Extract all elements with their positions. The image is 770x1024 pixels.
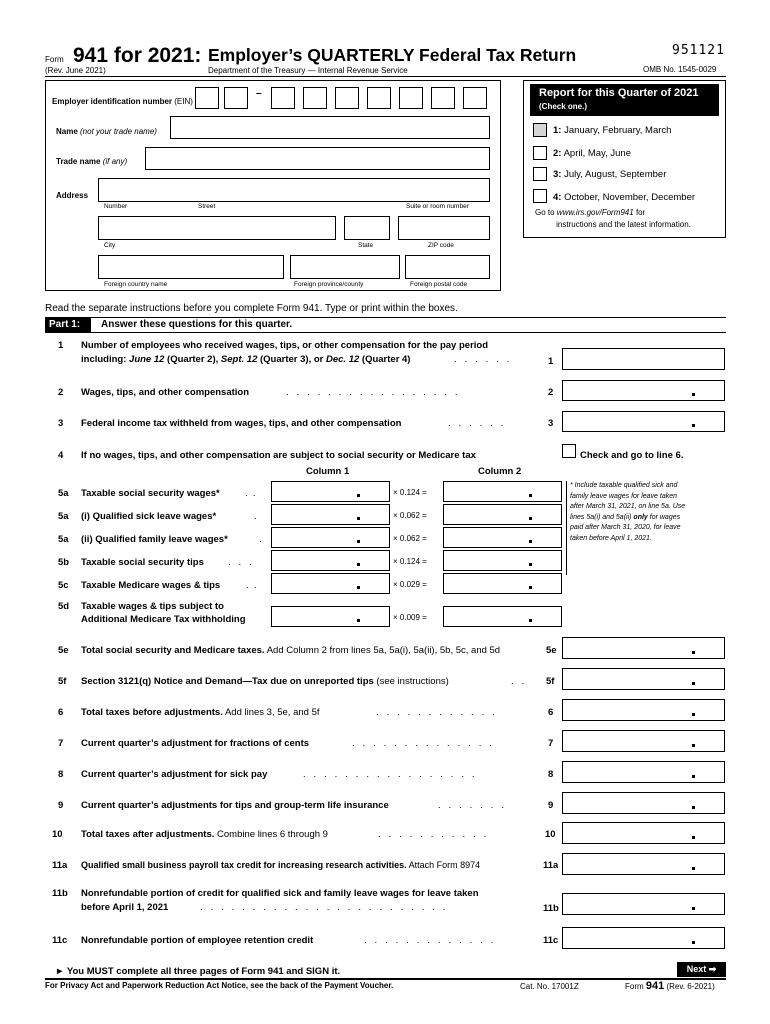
ein-label: Employer identification number (EIN) (52, 97, 193, 106)
decimal-point (692, 941, 695, 944)
line-5ai-label: (i) Qualified sick leave wages* (81, 511, 217, 522)
decimal-point (357, 586, 360, 589)
foreign-postal-field[interactable] (405, 255, 490, 279)
decimal-point (357, 494, 360, 497)
line-5e-ref: 5e (546, 645, 557, 656)
line-5c-col2-field[interactable] (443, 573, 562, 594)
line-6-num: 6 (58, 707, 64, 718)
decimal-point (692, 713, 695, 716)
line-5d-label: Taxable wages & tips subject to (81, 601, 224, 612)
line-5ai-multiplier: × 0.062 = (393, 511, 427, 520)
footer-rule (45, 978, 726, 980)
foreign-province-field[interactable] (290, 255, 400, 279)
decimal-point (357, 619, 360, 622)
decimal-point (529, 619, 532, 622)
trade-name-field[interactable] (145, 147, 490, 170)
line-3-ref: 3 (548, 418, 554, 429)
line-11b-leader: . . . . . . . . . . . . . . . . . . . . . . . . (200, 902, 446, 913)
line-11c-num: 11c (52, 935, 68, 946)
goto-instructions-line2: instructions and the latest information. (556, 220, 691, 229)
line-5aii-col1-field[interactable] (271, 527, 390, 548)
sign-notice: ► You MUST complete all three pages of Form 941 and SIGN it. (55, 966, 341, 977)
ein-digit-3[interactable] (271, 87, 295, 109)
line-5b-label: Taxable social security tips (81, 557, 204, 568)
line-5e-num: 5e (58, 645, 69, 656)
line-11b-num: 11b (52, 888, 68, 899)
quarter-4-checkbox[interactable] (533, 189, 547, 203)
line-5aii-num: 5a (58, 534, 69, 545)
line-11b-text: Nonrefundable portion of credit for qualified sick and family leave wages for leave taken (81, 888, 479, 899)
line-11a-num: 11a (52, 860, 68, 871)
line-11c-ref: 11c (543, 935, 559, 946)
revision-date: (Rev. June 2021) (45, 66, 106, 75)
line-1-num: 1 (58, 340, 64, 351)
quarter-1-label: 1: January, February, March (553, 125, 672, 136)
goto-instructions: Go to www.irs.gov/Form941 for (535, 208, 646, 217)
line-7-field[interactable] (562, 730, 725, 752)
line-5d-num: 5d (58, 601, 70, 612)
part1-bottom-rule (45, 332, 726, 333)
line-4-checkbox[interactable] (562, 444, 576, 458)
suite-caption: Suite or room number (406, 203, 469, 210)
quarter-2-label: 2: April, May, June (553, 148, 631, 159)
decimal-point (529, 494, 532, 497)
address-label: Address (56, 191, 89, 200)
privacy-notice: For Privacy Act and Paperwork Reduction Act Notice, see the back of the Payment Voucher. (45, 981, 394, 990)
line-9-field[interactable] (562, 792, 725, 814)
decimal-point (357, 517, 360, 520)
line-8-leader: . . . . . . . . . . . . . . . . . (303, 769, 475, 780)
decimal-point (357, 563, 360, 566)
ein-digit-6[interactable] (367, 87, 391, 109)
line-3-leader: . . . . . . (448, 418, 504, 429)
decimal-point (529, 586, 532, 589)
qualified-leave-note: * Include taxable qualified sick and family leave wages for leave taken after March 31, 2021, on line 5a. Use lines 5a(i) and 5a(ii) only for wages paid after March 31, 2020, for leave taken before April 1, 2021. (570, 482, 686, 542)
line-4-check-label: Check and go to line 6. (580, 450, 684, 461)
line-9-ref: 9 (548, 800, 554, 811)
quarter-header (530, 84, 719, 116)
foreign-country-field[interactable] (98, 255, 284, 279)
line-7-text: Current quarter’s adjustment for fractions of cents (81, 738, 310, 749)
line-2-field[interactable] (562, 380, 725, 401)
line-5f-field[interactable] (562, 668, 725, 690)
line-1-leader: . . . . . . (454, 354, 510, 365)
part1-tag: Part 1: (45, 318, 91, 332)
line-11a-ref: 11a (543, 860, 559, 871)
ein-dash: – (256, 88, 262, 99)
decimal-point (692, 651, 695, 654)
line-5f-num: 5f (58, 676, 67, 687)
line-5a-num: 5a (58, 488, 69, 499)
line-5b-col2-field[interactable] (443, 550, 562, 571)
line-5aii-col2-field[interactable] (443, 527, 562, 548)
line-4-text: If no wages, tips, and other compensation are subject to social security or Medicare tax (81, 450, 476, 461)
quarter-3-label: 3: July, August, September (553, 169, 667, 180)
form-subtitle: Employer’s QUARTERLY Federal Tax Return (208, 45, 577, 65)
line-5c-num: 5c (58, 580, 69, 591)
line-11b-ref: 11b (543, 903, 559, 914)
form-reference: Form 941 (Rev. 6-2021) (625, 980, 715, 992)
line-5d-col1-field[interactable] (271, 606, 390, 627)
line-1-text: Number of employees who received wages, tips, or other compensation for the pay period (81, 340, 489, 351)
decimal-point (529, 563, 532, 566)
form-number-title: 941 for 2021: (73, 44, 202, 67)
irs-link[interactable]: www.irs.gov/Form941 (556, 208, 634, 217)
decimal-point (692, 744, 695, 747)
line-5ai-col1-field[interactable] (271, 504, 390, 525)
decimal-point (692, 775, 695, 778)
ein-digit-2[interactable] (224, 87, 248, 109)
line-10-field[interactable] (562, 822, 725, 844)
quarter-1-checkbox[interactable] (533, 123, 547, 137)
city-caption: City (104, 242, 116, 249)
street-caption: Street (198, 203, 216, 210)
line-3-text: Federal income tax withheld from wages, tips, and other compensation (81, 418, 402, 429)
address-street-field[interactable] (98, 178, 490, 202)
line-5f-text: Section 3121(q) Notice and Demand—Tax due on unreported tips (see instructions) (81, 676, 449, 687)
quarter-title: Report for this Quarter of 2021 (539, 87, 699, 99)
ein-digit-4[interactable] (303, 87, 327, 109)
column-1-header: Column 1 (306, 466, 350, 477)
line-5aii-multiplier: × 0.062 = (393, 534, 427, 543)
line-4-num: 4 (58, 450, 64, 461)
ein-digit-5[interactable] (335, 87, 359, 109)
line-6-ref: 6 (548, 707, 554, 718)
name-label: Name (not your trade name) (56, 127, 157, 136)
line-1-ref: 1 (548, 356, 554, 367)
line-11b-field[interactable] (562, 893, 725, 915)
foreign-postal-caption: Foreign postal code (410, 281, 468, 288)
quarter-2-checkbox[interactable] (533, 146, 547, 160)
form-word: Form (45, 55, 64, 64)
part1-title: Answer these questions for this quarter. (101, 319, 293, 330)
line-3-num: 3 (58, 418, 64, 429)
check-one-label: (Check one.) (539, 102, 588, 111)
line-5aii-leader: . (259, 534, 262, 545)
foreign-province-caption: Foreign province/county (294, 281, 364, 288)
line-1-text-2: including: June 12 (Quarter 2), Sept. 12 (Quarter 3), or Dec. 12 (Quarter 4) (81, 354, 411, 365)
line-5e-text: Total social security and Medicare taxes. Add Column 2 from lines 5a, 5a(i), 5a(ii), 5b, 5c, and 5d (81, 645, 501, 656)
line-8-text: Current quarter’s adjustment for sick pay (81, 769, 268, 780)
line-10-leader: . . . . . . . . . . . (378, 829, 487, 840)
decimal-point (692, 806, 695, 809)
decimal-point (692, 424, 695, 427)
foreign-country-caption: Foreign country name (104, 281, 168, 288)
line-11b-text-2: before April 1, 2021 (81, 902, 169, 913)
line-5e-field[interactable] (562, 637, 725, 659)
line-5b-leader: . . . (228, 557, 252, 568)
form-id-code: 951121 (672, 43, 725, 58)
line-5a-col2-field[interactable] (443, 481, 562, 502)
decimal-point (692, 393, 695, 396)
decimal-point (357, 540, 360, 543)
line-10-num: 10 (52, 829, 63, 840)
line-5c-leader: . . (246, 580, 257, 591)
trade-name-label: Trade name (if any) (56, 157, 128, 166)
name-field[interactable] (170, 116, 490, 139)
next-button[interactable]: Next ➡ (677, 962, 726, 977)
line-5d-col2-field[interactable] (443, 606, 562, 627)
line-8-field[interactable] (562, 761, 725, 783)
part1-top-rule (45, 317, 726, 318)
line-7-ref: 7 (548, 738, 554, 749)
line-10-text: Total taxes after adjustments. Combine lines 6 through 9 (81, 829, 328, 840)
line-5a-leader: . . (245, 488, 256, 499)
line-8-num: 8 (58, 769, 64, 780)
line-6-text: Total taxes before adjustments. Add lines 3, 5e, and 5f (81, 707, 320, 718)
note-divider (566, 481, 567, 575)
line-5c-label: Taxable Medicare wages & tips (81, 580, 221, 591)
line-11c-text: Nonrefundable portion of employee retention credit (81, 935, 314, 946)
line-5b-multiplier: × 0.124 = (393, 557, 427, 566)
state-field[interactable] (344, 216, 390, 240)
line-5b-num: 5b (58, 557, 70, 568)
column-2-header: Column 2 (478, 466, 522, 477)
line-11a-text: Qualified small business payroll tax credit for increasing research activities. Attach Form 8974 (81, 860, 481, 870)
line-5ai-col2-field[interactable] (443, 504, 562, 525)
state-caption: State (358, 242, 374, 249)
line-5d-multiplier: × 0.009 = (393, 613, 427, 622)
line-11a-field[interactable] (562, 853, 725, 875)
line-5c-col1-field[interactable] (271, 573, 390, 594)
instructions-text: Read the separate instructions before you complete Form 941. Type or print within the boxes. (45, 303, 458, 314)
line-2-text: Wages, tips, and other compensation (81, 387, 250, 398)
ein-digit-8[interactable] (431, 87, 455, 109)
decimal-point (692, 836, 695, 839)
line-7-leader: . . . . . . . . . . . . . . (352, 738, 492, 749)
ein-digit-7[interactable] (399, 87, 423, 109)
zip-caption: ZIP code (428, 242, 454, 249)
quarter-4-label: 4: October, November, December (553, 192, 696, 203)
decimal-point (692, 907, 695, 910)
line-5f-ref: 5f (546, 676, 555, 687)
line-5c-multiplier: × 0.029 = (393, 580, 427, 589)
line-7-num: 7 (58, 738, 64, 749)
line-5a-label: Taxable social security wages* (81, 488, 220, 499)
department-text: Department of the Treasury — Internal Revenue Service (208, 66, 408, 75)
decimal-point (529, 517, 532, 520)
line-1-field[interactable] (562, 348, 725, 370)
line-9-num: 9 (58, 800, 64, 811)
decimal-point (692, 867, 695, 870)
line-2-leader: . . . . . . . . . . . . . . . . . (286, 387, 458, 398)
line-3-field[interactable] (562, 411, 725, 432)
line-5a-col1-field[interactable] (271, 481, 390, 502)
line-11c-field[interactable] (562, 927, 725, 949)
line-5d-label-2: Additional Medicare Tax withholding (81, 614, 246, 625)
zip-field[interactable] (398, 216, 490, 240)
line-5aii-label: (ii) Qualified family leave wages* (81, 534, 228, 545)
line-2-ref: 2 (548, 387, 554, 398)
omb-number: OMB No. 1545-0029 (643, 65, 717, 74)
header-rule (45, 76, 726, 77)
line-9-leader: . . . . . . . (438, 800, 504, 811)
line-5ai-num: 5a (58, 511, 69, 522)
line-6-leader: . . . . . . . . . . . . (376, 707, 495, 718)
line-9-text: Current quarter’s adjustments for tips and group-term life insurance (81, 800, 389, 811)
line-2-num: 2 (58, 387, 64, 398)
decimal-point (529, 540, 532, 543)
catalog-number: Cat. No. 17001Z (520, 982, 579, 991)
city-field[interactable] (98, 216, 336, 240)
line-11c-leader: . . . . . . . . . . . . . (364, 935, 494, 946)
decimal-point (692, 682, 695, 685)
ein-digit-9[interactable] (463, 87, 487, 109)
line-8-ref: 8 (548, 769, 554, 780)
line-5ai-leader: . (254, 511, 257, 522)
line-5f-leader: . . (511, 676, 525, 687)
number-caption: Number (104, 203, 128, 210)
line-5b-col1-field[interactable] (271, 550, 390, 571)
line-6-field[interactable] (562, 699, 725, 721)
ein-digit-1[interactable] (195, 87, 219, 109)
line-10-ref: 10 (545, 829, 556, 840)
quarter-3-checkbox[interactable] (533, 167, 547, 181)
line-5a-multiplier: × 0.124 = (393, 488, 427, 497)
